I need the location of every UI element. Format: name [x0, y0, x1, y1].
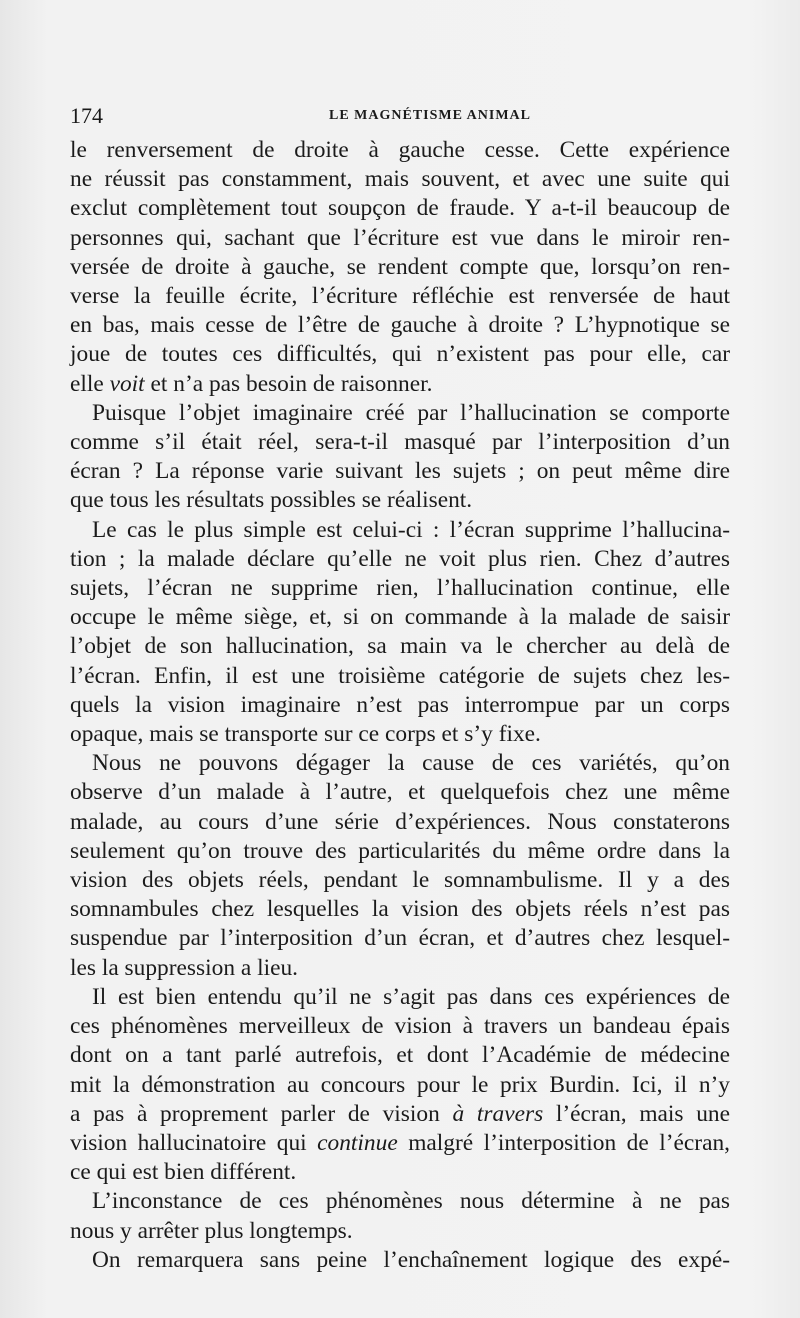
text-line — [70, 457, 730, 486]
text-line — [70, 924, 730, 953]
text-segment: comme s’il était réel, sera-t-il masqué par l’interposition d’un — [70, 429, 730, 456]
text-line — [70, 1041, 730, 1070]
text-line — [70, 516, 730, 545]
text-segment: nous y arrêter plus longtemps. — [70, 1217, 353, 1244]
running-title: LE MAGNÉTISME ANIMAL — [328, 108, 532, 123]
body-text — [70, 136, 730, 1275]
text-segment: sujets, l’écran ne supprime rien, l’hallucination continue, elle — [70, 575, 730, 602]
text-line — [70, 428, 730, 457]
italic-text: à travers — [452, 1100, 544, 1127]
text-segment: L’inconstance de ces phénomènes nous détermine à ne pas — [92, 1188, 730, 1215]
text-segment: et n’a pas besoin de raisonner. — [144, 370, 433, 397]
text-line — [70, 165, 730, 194]
text-line — [70, 399, 730, 428]
text-line — [70, 603, 730, 632]
text-line — [70, 311, 730, 340]
text-segment: a pas à proprement parler de vision — [70, 1100, 453, 1127]
text-line — [70, 1100, 730, 1129]
text-segment: malade, au cours d’une série d’expériences. Nous constaterons — [70, 808, 730, 835]
text-line — [70, 1217, 730, 1246]
text-segment: en bas, mais cesse de l’être de gauche à droite ? L’hypnotique se — [70, 312, 730, 339]
text-line — [70, 954, 730, 983]
text-line — [70, 340, 730, 369]
text-line — [70, 691, 730, 720]
text-segment: observe d’un malade à l’autre, et quelquefois chez une même — [70, 779, 730, 806]
text-line — [70, 720, 730, 749]
text-segment: seulement qu’on trouve des particularités du même ordre dans la — [70, 837, 730, 864]
text-segment: ce qui est bien différent. — [70, 1159, 297, 1186]
italic-text: voit — [109, 370, 145, 397]
text-line — [70, 1012, 730, 1041]
text-line — [70, 282, 730, 311]
text-segment: Puisque l’objet imaginaire créé par l’hallucination se comporte — [92, 399, 730, 426]
text-segment: elle — [70, 370, 110, 397]
italic-text: continue — [317, 1129, 398, 1156]
text-line — [70, 253, 730, 282]
text-segment: l’écran. Enfin, il est une troisième catégorie de sujets chez les- — [70, 662, 730, 689]
text-segment: joue de toutes ces difficultés, qui n’existent pas pour elle, car — [70, 341, 730, 368]
page-number: 174 — [70, 103, 103, 128]
text-line — [70, 574, 730, 603]
text-segment: l’écran, mais une — [543, 1100, 731, 1127]
text-line — [70, 545, 730, 574]
text-line — [70, 1071, 730, 1100]
text-line — [70, 224, 730, 253]
text-segment: somnambules chez lesquelles la vision des objets réels n’est pas — [70, 896, 730, 923]
text-segment: tion ; la malade déclare qu’elle ne voit plus rien. Chez d’autres — [70, 545, 730, 572]
text-segment: quels la vision imaginaire n’est pas interrompue par un corps — [70, 691, 730, 718]
text-segment: On remarquera sans peine l’enchaînement logique des expé- — [92, 1246, 730, 1273]
text-segment: mit la démonstration au concours pour le prix Burdin. Ici, il n’y — [70, 1071, 730, 1098]
text-segment: Nous ne pouvons dégager la cause de ces variétés, qu’on — [92, 750, 730, 777]
text-segment: l’objet de son hallucination, sa main va le chercher au delà de — [70, 633, 730, 660]
text-segment: les la suppression a lieu. — [70, 954, 299, 981]
text-line — [70, 1246, 730, 1275]
text-line — [70, 370, 730, 399]
text-line — [70, 1187, 730, 1216]
text-line — [70, 808, 730, 837]
text-segment: exclut complètement tout soupçon de fraude. Y a-t-il beaucoup de — [70, 195, 730, 222]
text-line — [70, 1129, 730, 1158]
text-segment: ne réussit pas constamment, mais souvent, et avec une suite qui — [70, 166, 730, 193]
page-header — [70, 100, 730, 132]
text-line — [70, 486, 730, 515]
text-line — [70, 749, 730, 778]
text-line — [70, 1158, 730, 1187]
text-segment: verse la feuille écrite, l’écriture réfléchie est renversée de haut — [70, 283, 730, 310]
text-segment: vision hallucinatoire qui — [70, 1129, 318, 1156]
text-line — [70, 662, 730, 691]
text-segment: Il est bien entendu qu’il ne s’agit pas dans ces expériences de — [92, 983, 730, 1010]
text-segment: écran ? La réponse varie suivant les sujets ; on peut même dire — [70, 458, 730, 485]
text-segment: occupe le même siège, et, si on commande à la malade de saisir — [70, 604, 730, 631]
text-segment: malgré l’interposition de l’écran, — [397, 1129, 730, 1156]
text-line — [70, 895, 730, 924]
text-segment: que tous les résultats possibles se réalisent. — [70, 487, 473, 514]
text-segment: opaque, mais se transporte sur ce corps et s’y fixe. — [70, 721, 541, 748]
text-segment: le renversement de droite à gauche cesse. Cette expérience — [70, 137, 730, 163]
text-segment: suspendue par l’interposition d’un écran, et d’autres chez lesquel- — [70, 925, 730, 952]
text-line — [70, 632, 730, 661]
text-segment: Le cas le plus simple est celui-ci : l’écran supprime l’hallucina- — [92, 516, 730, 543]
text-segment: versée de droite à gauche, se rendent compte que, lorsqu’on ren- — [70, 253, 730, 280]
text-line — [70, 778, 730, 807]
text-segment: ces phénomènes merveilleux de vision à travers un bandeau épais — [70, 1013, 730, 1040]
text-line — [70, 983, 730, 1012]
text-segment: dont on a tant parlé autrefois, et dont l’Académie de médecine — [70, 1042, 730, 1069]
text-line — [70, 866, 730, 895]
text-line — [70, 194, 730, 223]
text-line — [70, 136, 730, 165]
text-segment: personnes qui, sachant que l’écriture est vue dans le miroir ren- — [70, 224, 730, 251]
text-segment: vision des objets réels, pendant le somnambulisme. Il y a des — [70, 867, 730, 894]
text-line — [70, 837, 730, 866]
